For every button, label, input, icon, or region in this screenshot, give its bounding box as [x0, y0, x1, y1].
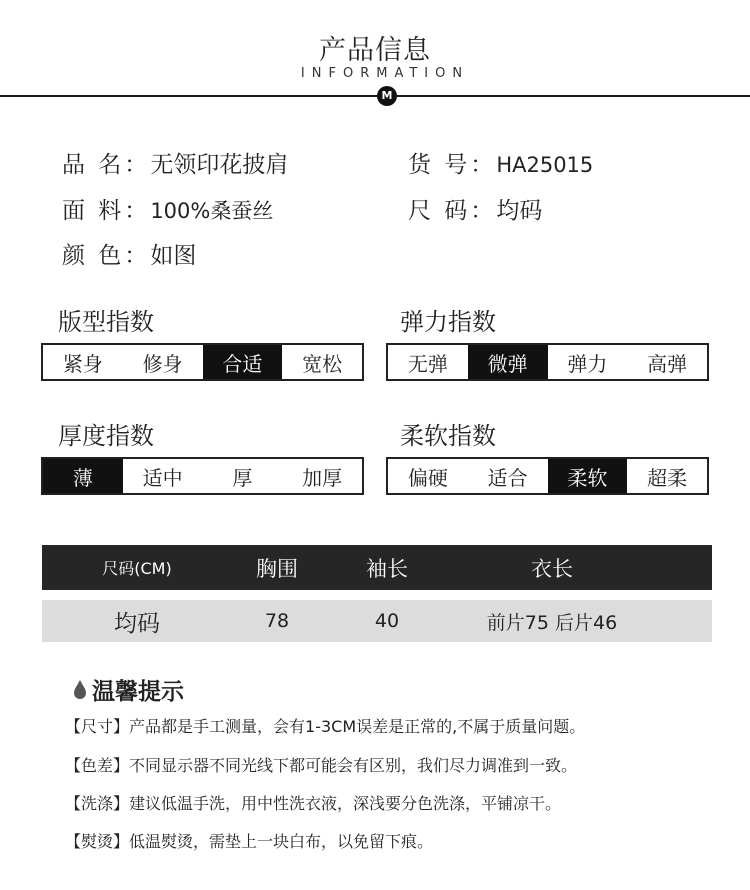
page-subtitle: INFORMATION: [300, 66, 470, 81]
fit-option: 紧身: [62, 351, 103, 376]
info-fabric-label: 面 料：: [62, 198, 151, 224]
size-cell: 40: [374, 610, 400, 632]
size-header-cell: 衣长: [531, 556, 573, 581]
tip-text: 低温熨烫，需垫上一块白布，以免留下痕。: [129, 832, 434, 851]
list-item: [65, 753, 577, 776]
size-cell: 78: [264, 610, 290, 632]
info-name-label: 品 名：: [62, 152, 151, 178]
tip-tag: 【色差】: [65, 756, 130, 775]
fit-index-title: 版型指数: [58, 308, 154, 336]
thickness-option: 加厚: [302, 465, 343, 490]
fit-index-scale: [41, 343, 364, 381]
m-badge-icon: M: [377, 86, 397, 106]
info-name: [62, 146, 288, 179]
tip-text: 建议低温手洗，用中性洗衣液，深浅要分色洗涤，平铺凉干。: [129, 794, 562, 813]
tips-title: [72, 673, 184, 706]
size-header-cell: 尺码(CM): [102, 559, 172, 578]
info-sku-value: HA25015: [496, 153, 594, 177]
info-sku-label: 货 号：: [408, 152, 497, 178]
elasticity-option: 弹力: [567, 351, 608, 376]
fit-option: 合适: [203, 345, 283, 379]
elasticity-option: 微弹: [468, 345, 548, 379]
softness-index-title: 柔软指数: [400, 422, 496, 450]
fit-option: 宽松: [302, 351, 343, 376]
info-size-label: 尺 码：: [408, 198, 497, 224]
list-item: [65, 714, 585, 737]
softness-option: 超柔: [647, 465, 688, 490]
softness-option: 适合: [487, 465, 528, 490]
info-sku: [408, 146, 593, 179]
size-cell: 均码: [114, 610, 160, 637]
info-color: [62, 237, 196, 270]
list-item: [65, 829, 433, 852]
fit-option: 修身: [142, 351, 183, 376]
tips-title-text: 温馨提示: [92, 679, 184, 705]
elasticity-option: 无弹: [407, 351, 448, 376]
tip-text: 不同显示器不同光线下都可能会有区别，我们尽力调准到一致。: [129, 756, 578, 775]
table-row: [42, 600, 712, 642]
thickness-index-scale: [41, 457, 364, 495]
size-table-header: [42, 545, 712, 590]
tip-tag: 【洗涤】: [65, 794, 130, 813]
tip-tag: 【尺寸】: [65, 717, 130, 736]
list-item: [65, 791, 561, 814]
size-header-cell: 袖长: [366, 556, 408, 581]
thickness-index-title: 厚度指数: [58, 422, 154, 450]
tip-text: 产品都是手工测量，会有1-3CM误差是正常的,不属于质量问题。: [129, 717, 586, 736]
info-size-value: 均码: [496, 198, 543, 224]
softness-option: 偏硬: [407, 465, 448, 490]
thickness-option: 适中: [142, 465, 183, 490]
page-title: 产品信息: [319, 35, 431, 66]
tip-tag: 【熨烫】: [65, 832, 130, 851]
elasticity-index-title: 弹力指数: [400, 308, 496, 336]
info-size: [408, 192, 542, 225]
header-divider: [0, 95, 750, 97]
drop-icon: [72, 679, 88, 701]
softness-option: 柔软: [548, 459, 628, 493]
info-color-value: 如图: [150, 243, 197, 269]
softness-index-scale: [386, 457, 709, 495]
elasticity-index-scale: [386, 343, 709, 381]
thickness-option: 厚: [232, 465, 253, 490]
info-color-label: 颜 色：: [62, 243, 151, 269]
info-fabric-value: 100%桑蚕丝: [150, 199, 274, 223]
size-cell: 前片75 后片46: [486, 611, 618, 634]
thickness-option: 薄: [43, 459, 123, 493]
info-fabric: [62, 192, 273, 225]
size-header-cell: 胸围: [256, 556, 298, 581]
elasticity-option: 高弹: [647, 351, 688, 376]
info-name-value: 无领印花披肩: [150, 152, 289, 178]
